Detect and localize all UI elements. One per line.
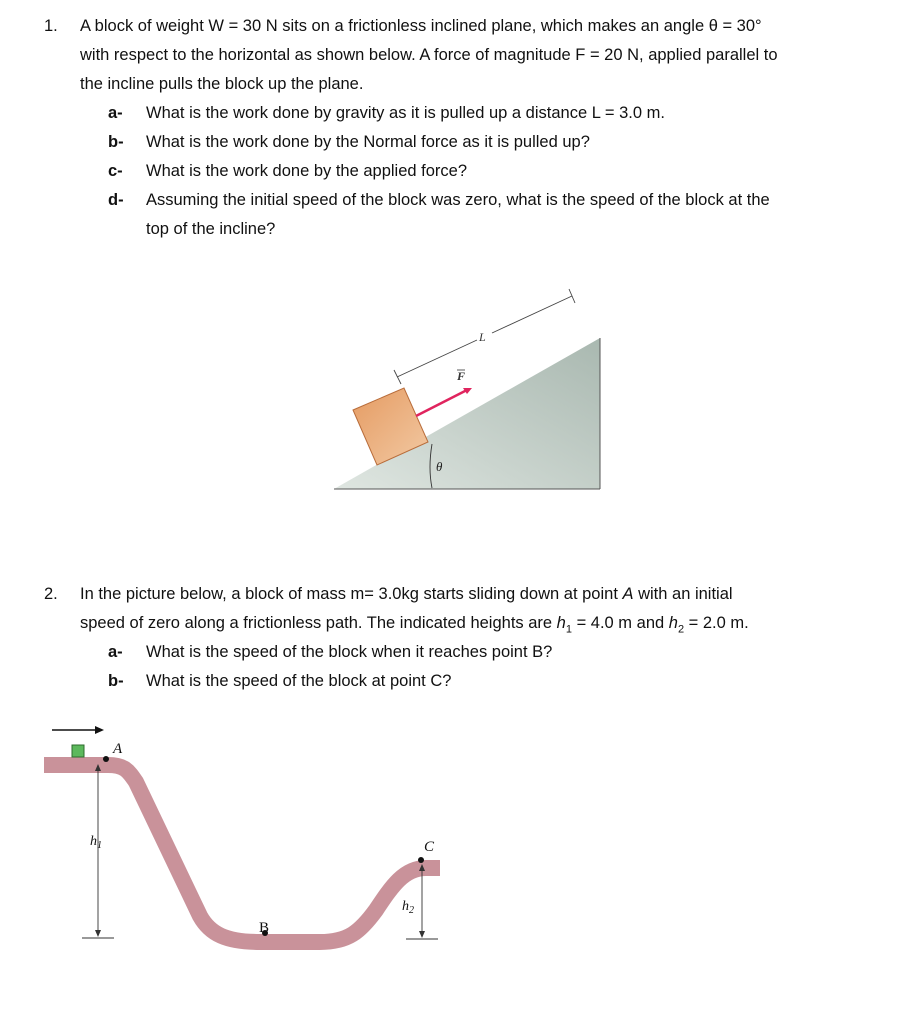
block: [72, 745, 84, 757]
part-text: What is the speed of the block at point C?: [146, 672, 452, 690]
problem-number: 1.: [44, 17, 58, 35]
part-letter: a-: [108, 104, 123, 122]
point-b-label: B: [259, 920, 270, 936]
part-text: What is the work done by gravity as it is pulled up a distance L = 3.0 m.: [146, 104, 665, 122]
part-letter: c-: [108, 162, 123, 180]
part-text: What is the work done by the applied force?: [146, 162, 468, 180]
stem-line: the incline pulls the block up the plane.: [80, 75, 364, 93]
point-a-ref: A: [622, 585, 634, 603]
point-a-label: A: [113, 741, 123, 757]
part-letter: a-: [108, 643, 123, 661]
incline-figure: [320, 278, 620, 498]
problem-stem: [80, 12, 900, 99]
part-letter: d-: [108, 191, 124, 209]
velocity-arrowhead: [95, 726, 104, 734]
track: [44, 765, 440, 942]
h1-arrow-bottom: [95, 930, 101, 937]
problem-number: 2.: [44, 585, 58, 603]
part-text: What is the speed of the block when it reaches point B?: [146, 643, 553, 661]
h1-subscript: 1: [565, 623, 572, 636]
track-figure: [30, 720, 470, 960]
stem-line: [80, 580, 900, 609]
point-a: [103, 756, 109, 762]
distance-line-right: [492, 296, 572, 333]
h1-label: $h_1$: [90, 834, 102, 851]
h2-arrow-bottom: [419, 931, 425, 938]
angle-label: θ: [436, 459, 443, 474]
point-c: [418, 857, 424, 863]
part-text-line: Assuming the initial speed of the block was zero, what is the speed of the block at the: [146, 191, 770, 209]
part-text-line: top of the incline?: [146, 220, 276, 238]
h1-symbol: h: [556, 614, 566, 632]
problem-stem: [80, 580, 900, 644]
stem-line: A block of weight W = 30 N sits on a frictionless inclined plane, which makes an angle θ = 30°: [80, 17, 762, 35]
distance-tick-right: [569, 289, 575, 303]
stem-line: with respect to the horizontal as shown below. A force of magnitude F = 20 N, applied parallel to: [80, 46, 778, 64]
stem-text: = 2.0 m.: [684, 614, 749, 632]
force-label: F: [457, 369, 466, 383]
h2-subscript: 2: [677, 623, 685, 636]
force-arrow: [416, 390, 467, 416]
part-text: What is the work done by the Normal force as it is pulled up?: [146, 133, 590, 151]
point-c-label: C: [424, 839, 435, 855]
stem-text: speed of zero along a frictionless path. The indicated heights are: [80, 614, 557, 632]
stem-text: with an initial: [633, 585, 733, 603]
h2-symbol: h: [668, 614, 678, 632]
part-text: [146, 186, 866, 244]
h2-label: $h_2$: [402, 899, 414, 916]
part-letter: b-: [108, 133, 124, 151]
stem-text: In the picture below, a block of mass m= 3.0kg starts sliding down at point: [80, 585, 623, 603]
stem-text: = 4.0 m and: [571, 614, 669, 632]
distance-tick-left: [394, 370, 401, 384]
part-letter: b-: [108, 672, 124, 690]
distance-label: L: [479, 330, 486, 344]
